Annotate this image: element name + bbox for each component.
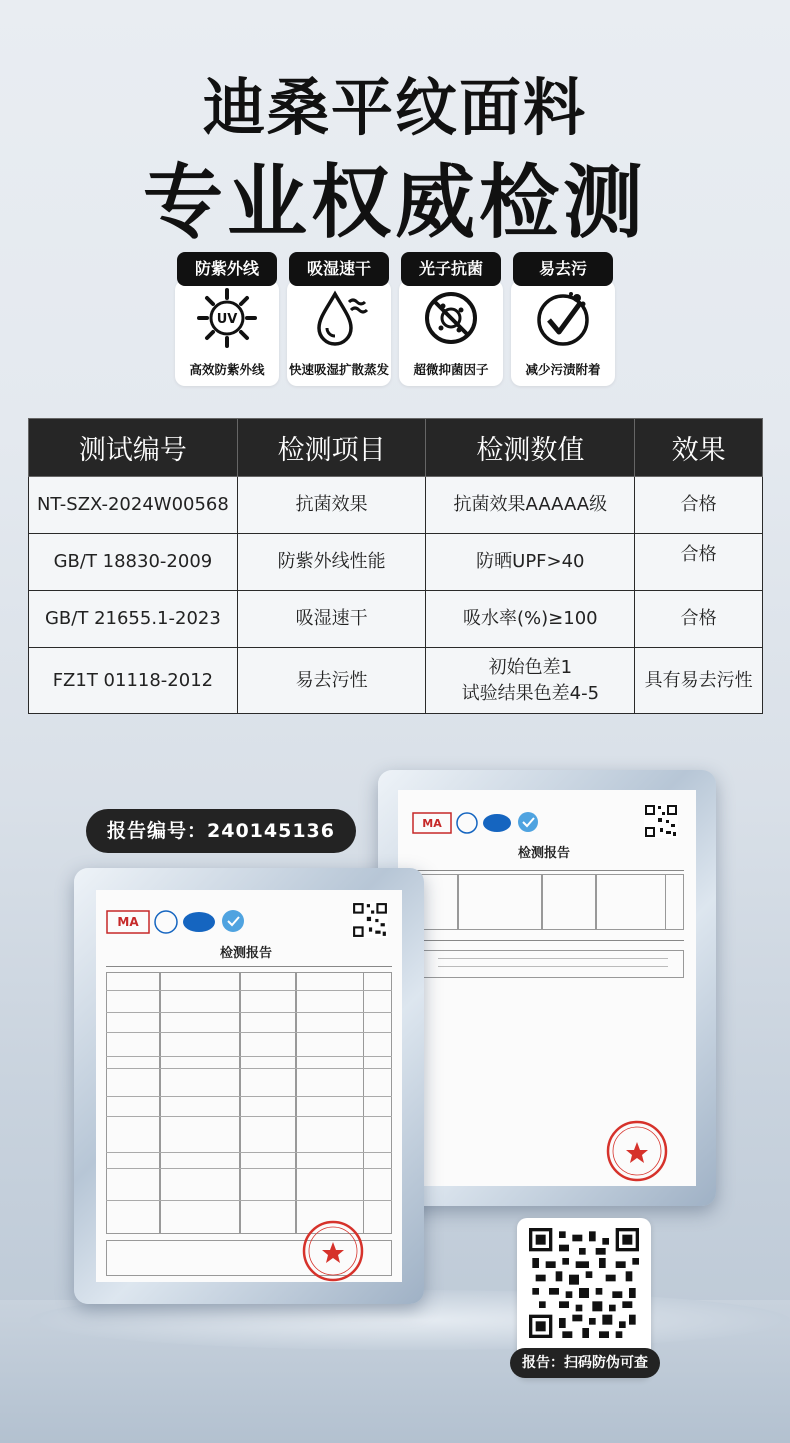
report-title: 检测报告 [220,946,273,961]
table-row [29,648,763,714]
header-test-item: 检测项目 [237,419,426,477]
feature-tag: 吸湿速干 [289,252,389,286]
table-row [29,534,763,591]
cell-result: 合格 [635,477,763,534]
header-result: 效果 [635,419,763,477]
feature-desc: 高效防紫外线 [189,362,265,377]
cell-test-number: NT-SZX-2024W00568 [29,477,238,534]
ilac-logo-icon [456,812,478,834]
table-row [29,591,763,648]
cell-result: 具有易去污性 [635,648,763,714]
feature-tag: 防紫外线 [177,252,277,286]
cell-result: 合格 [635,591,763,648]
cell-test-number: GB/T 21655.1-2023 [29,591,238,648]
feature-desc: 超微抑菌因子 [413,362,489,377]
cell-test-item: 易去污性 [237,648,426,714]
feature-tag: 光子抗菌 [401,252,501,286]
page-title-line2: 专业权威检测 [143,156,647,249]
feature-card-uv [175,252,279,386]
feature-tag: 易去污 [513,252,613,286]
header-test-value: 检测数值 [426,419,635,477]
ilac-logo-icon [154,910,178,934]
page-title-line1: 迪桑平纹面料 [202,71,587,144]
cma-logo-icon [106,910,150,934]
cell-test-item: 防紫外线性能 [237,534,426,591]
stain-removal-icon [533,288,593,348]
report-frame-front [74,868,424,1304]
report-number-badge: 报告编号：240145136 [86,809,356,853]
feature-card-moisture [287,252,391,386]
feature-desc: 快速吸湿扩散蒸发 [288,362,389,377]
certification-badge-icon [516,810,540,834]
antibacterial-icon [421,288,481,348]
water-drop-icon [309,288,369,348]
report-document-back [398,790,696,1186]
cell-test-item: 抗菌效果 [237,477,426,534]
svg-text:UV: UV [216,312,238,327]
report-frame-back [378,770,716,1206]
svg-text:MA: MA [422,817,442,830]
qr-code-icon [644,804,678,838]
report-document-front [96,890,402,1282]
cell-test-item: 吸湿速干 [237,591,426,648]
cell-test-value: 初始色差1 试验结果色差4-5 [426,648,635,714]
header-test-number: 测试编号 [29,419,238,477]
test-results-table [28,418,763,714]
cma-logo-icon [412,812,452,834]
table-row [29,477,763,534]
qr-code-icon [352,902,388,938]
certification-badge-icon [220,908,246,934]
cell-result: 合格 [635,534,763,591]
red-stamp-icon [606,1120,668,1182]
feature-list [175,252,615,386]
report-title: 检测报告 [518,846,571,861]
uv-sun-icon [197,288,257,348]
cell-test-value: 吸水率(%)≥100 [426,591,635,648]
table-header-row [29,419,763,477]
red-stamp-icon [302,1220,364,1282]
cell-test-value: 防晒UPF>40 [426,534,635,591]
cell-test-number: GB/T 18830-2009 [29,534,238,591]
cnas-logo-icon [182,910,216,934]
qr-code-icon[interactable] [529,1228,639,1338]
cell-test-value: 抗菌效果AAAAA级 [426,477,635,534]
feature-card-stain [511,252,615,386]
feature-card-antibacterial [399,252,503,386]
qr-scan-label: 报告：扫码防伪可查 [510,1348,660,1378]
feature-desc: 减少污渍附着 [525,362,601,377]
cnas-logo-icon [482,812,512,834]
cell-test-number: FZ1T 01118-2012 [29,648,238,714]
svg-text:MA: MA [117,915,139,929]
